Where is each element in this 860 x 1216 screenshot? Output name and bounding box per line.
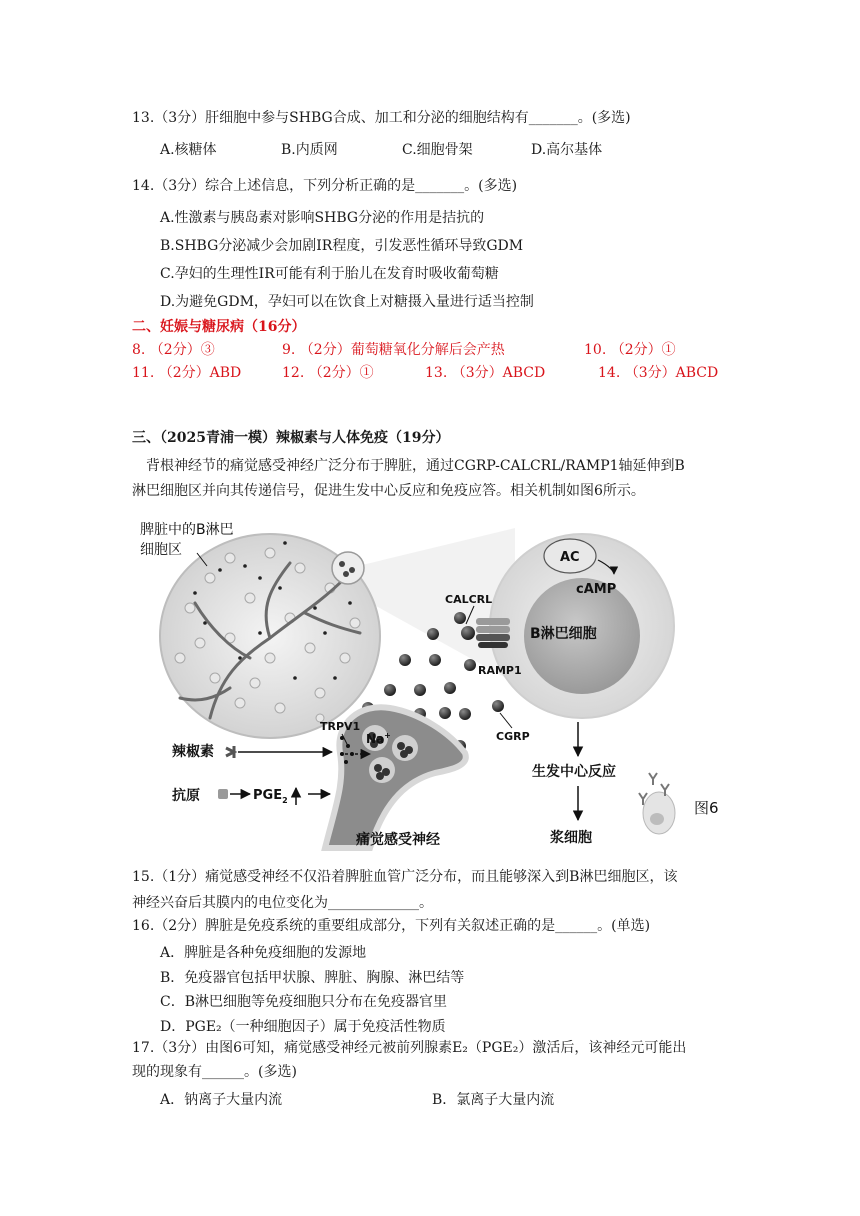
q14-option-a: A.性激素与胰岛素对影响SHBG分泌的作用是拮抗的	[160, 210, 485, 226]
answer-9: 9. （2分）葡萄糖氧化分解后会产热	[282, 342, 505, 358]
label-spleen-line2: 细胞区	[140, 542, 182, 558]
plasma-cell-icon	[639, 773, 675, 834]
label-b-cell: B淋巴细胞	[530, 626, 597, 642]
label-camp: cAMP	[576, 582, 617, 597]
answer-13: 13. （3分）ABCD	[425, 365, 546, 381]
label-plasma-cell: 浆细胞	[550, 830, 592, 846]
answer-8: 8. （2分）③	[132, 342, 215, 358]
label-ramp1: RAMP1	[478, 664, 522, 677]
section3-intro-line2: 淋巴细胞区并向其传递信号，促进生发中心反应和免疫应答。相关机制如图6所示。	[132, 483, 645, 499]
antigen-icon	[218, 789, 228, 799]
q16-option-c: C．B淋巴细胞等免疫细胞只分布在免疫器官里	[160, 994, 447, 1010]
label-germinal-center: 生发中心反应	[532, 764, 616, 780]
q14-option-c: C.孕妇的生理性IR可能有利于胎儿在发育时吸收葡萄糖	[160, 266, 499, 282]
q14-stem: 14.（3分）综合上述信息，下列分析正确的是_______。(多选)	[132, 178, 518, 194]
answer-12: 12. （2分）①	[282, 365, 374, 381]
answer-11: 11. （2分）ABD	[132, 365, 242, 381]
answer-10: 10. （2分）①	[584, 342, 676, 358]
q16-stem: 16.（2分）脾脏是免疫系统的重要组成部分，下列有关叙述正确的是______。(单选)	[132, 918, 651, 934]
label-spleen-line1: 脾脏中的B淋巴	[140, 522, 234, 538]
section3-title: 三、（2025青浦一模）辣椒素与人体免疫（19分）	[132, 430, 450, 446]
label-pge2: $PGE_2$	[253, 788, 288, 805]
q16-option-a: A．脾脏是各种免疫细胞的发源地	[160, 945, 367, 961]
q16-option-d: D．PGE₂（一种细胞因子）属于免疫活性物质	[160, 1019, 446, 1035]
q13-stem: 13.（3分）肝细胞中参与SHBG合成、加工和分泌的细胞结构有_______。(多选)	[132, 110, 631, 126]
spleen-b-cell-region	[160, 534, 380, 738]
q13-option-a: A.核糖体	[160, 142, 217, 158]
q17-option-a: A．钠离子大量内流	[160, 1092, 283, 1108]
q17-line2: 现的现象有______。(多选)	[132, 1064, 297, 1080]
q13-option-c: C.细胞骨架	[402, 142, 473, 158]
q13-option-b: B.内质网	[281, 142, 338, 158]
capsaicin-icon	[226, 746, 234, 758]
answer-14: 14. （3分）ABCD	[598, 365, 719, 381]
label-na: Na+	[366, 731, 391, 746]
q16-option-b: B．免疫器官包括甲状腺、脾脏、胸腺、淋巴结等	[160, 970, 465, 986]
section3-intro-line1: 背根神经节的痛觉感受神经广泛分布于脾脏，通过CGRP-CALCRL/RAMP1轴延伸到B	[146, 458, 685, 474]
label-antigen: 抗原	[172, 788, 200, 804]
q14-option-b: B.SHBG分泌减少会加剧IR程度，引发恶性循环导致GDM	[160, 238, 524, 254]
label-nerve: 痛觉感受神经	[356, 832, 440, 848]
label-ac: AC	[560, 550, 580, 565]
q15-line2: 神经兴奋后其膜内的电位变化为_____________。	[132, 895, 433, 911]
figure-6-diagram	[120, 508, 740, 860]
label-calcrl: CALCRL	[445, 593, 493, 606]
q13-option-d: D.高尔基体	[531, 142, 603, 158]
label-cgrp: CGRP	[496, 730, 530, 743]
label-trpv1: TRPV1	[320, 720, 361, 733]
q17-option-b: B．氯离子大量内流	[432, 1092, 555, 1108]
answer-heading: 二、妊娠与糖尿病（16分）	[132, 319, 306, 335]
q15-line1: 15.（1分）痛觉感受神经不仅沿着脾脏血管广泛分布，而且能够深入到B淋巴细胞区，该	[132, 869, 678, 885]
q14-option-d: D.为避免GDM，孕妇可以在饮食上对糖摄入量进行适当控制	[160, 294, 534, 310]
figure-number: 图6	[694, 799, 719, 817]
label-capsaicin: 辣椒素	[172, 744, 214, 760]
q17-line1: 17.（3分）由图6可知，痛觉感受神经元被前列腺素E₂（PGE₂）激活后，该神经元可能出	[132, 1040, 687, 1056]
